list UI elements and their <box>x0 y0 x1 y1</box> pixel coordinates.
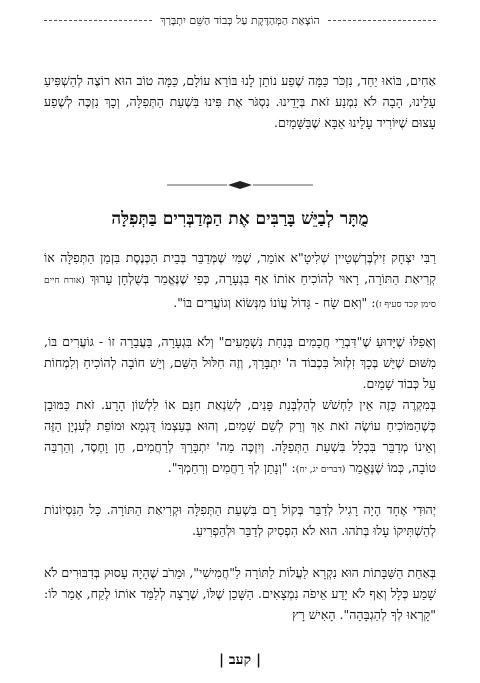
running-header <box>44 14 436 27</box>
paragraph-3-text: בְּמִקְרֶה כָּזֶה אֵין לַחְשֹׁשׁ לְהַלְבָּנַת פָּנִים, לְשִׂנְאַת חִנָּם אוֹ לִלְשׁוֹן הָרָע. זֹאת כַּמּוּבָן כְּשֶׁהַמּוֹכִיחַ עוֹשֶׂה זֹאת אַךְ וְרַק לְשֵׁם שָׁמַיִם, וְהוּא בְּעַצְמוֹ דֻּגְמָא וּמוֹפֵת לְעִנְיָן הַזֶּה וְאֵינוֹ מְדַבֵּר בִּכְלָל בִּשְׁעַת הַתְּפִלָּה. וְיִזְכֶּה מֵה' יִתְבָּרַךְ לְרַחֲמִים, חֵן וָחֶסֶד, וְהַרְבֵּה טוֹבָה, כְּמוֹ שֶׁנֶּאֱמַר <box>44 397 436 475</box>
paragraph-2: וְאַפִלּוּ שֶׁיָּדוּעַ שֶׁ"דִּבְרֵי חֲכָמִים בְּנַחַת נִשְׁמָעִים" וְלֹא בִּגְעָרָה, בַּעֲבֵרָה זוֹ - גּוֹעֲרִים בּוֹ, מִשּׁוּם שֶׁיֵּשׁ בְּכָךְ זִלְזוּל בִּכְבוֹד ה' יִתְבָּרַךְ, וְזֶה חִלּוּל הַשֵּׁם, וְיֵשׁ חוֹבָה לְהוֹכִיחַ וְלִמְחוֹת עַל כְּבוֹד שָׁמַיִם. <box>44 334 436 391</box>
header-dash-left <box>44 20 152 21</box>
diamond-ornament-icon <box>165 180 315 190</box>
section-divider <box>0 180 480 190</box>
intro-paragraph: אַחִים, בּוֹאוּ יַחַד, נִזְכֹּר כַּמָּה שֶׁפַע נוֹתֵן לָנוּ בּוֹרֵא עוֹלָם, כַּמָּה טוֹב הוּא רוֹצֶה לְהַשְׁפִּיעַ עָלֵינוּ, הָבָה לֹא נִמְנַע זֹאת בְּיָדֵינוּ. נִסְגֹּר אֶת פִּינוּ בִּשְׁעַת הַתְּפִלָּה, וְכָךְ נִזְכֶּה לְשֶׁפַע עָצוּם שֶׁיּוֹרִיד עָלֵינוּ אַבָּא שֶׁבַּשָּׁמַיִם. <box>44 73 436 130</box>
paragraph-1-text: רַבִּי יִצְחָק זִילְבֶּרְשְׁטֵיין שְׁלִיטָ"א אוֹמֵר, שֶׁמִּי שֶׁמְּדַבֵּר בְּבֵית הַכְּנֶסֶת בִּזְמַן הַתְּפִלָּה אוֹ קְרִיאַת הַתּוֹרָה, רָאוּי לְהוֹכִיחַ אוֹתוֹ אַף בִּגְעָרָה, כְּפִי שֶׁנֶּאֱמַר בְּשֻׁלְחָן עָרוּךְ <box>44 250 436 286</box>
header-dash-right <box>328 20 436 21</box>
paragraph-1-source: (אורח חיים סימן קכד סעיף ז) <box>44 276 436 310</box>
section-title: מֻתָּר לְבַיֵּשׁ בָּרַבִּים אֶת הַמְּדַבְּרִים בַּתְּפִלָּה <box>111 209 369 229</box>
paragraph-1-quote: : "וְאִם שָׂח - גָּדוֹל עֲוֹנוֹ מִנְּשׂוֹא וְגוֹעֲרִים בּוֹ". <box>173 295 376 310</box>
running-title: הוֹצָאַת הַמְּהַדֶּקֶת עַל כְּבוֹד הַשֵּׁם יִתְבָּרַךְ <box>160 14 320 27</box>
paragraph-3-quote: : "וְנָתַן לְךָ רַחֲמִים וְרִחַמְךָ". <box>167 460 296 475</box>
paragraph-1 <box>44 247 436 316</box>
paragraph-4: יְהוּדִי אֶחָד הָיָה רָגִיל לְדַבֵּר בְּקוֹל רָם בִּשְׁעַת הַתְּפִלָּה וּקְרִיאַת הַתּוֹרָה. כָּל הַנִּסְיוֹנוֹת לְהַשְׁתִּיקוֹ עָלוּ בְּתֹהוּ. הוּא לֹא הִפְסִיק לְדַבֵּר וּלְהַפְרִיעַ. <box>44 502 436 538</box>
paragraph-3 <box>44 394 436 481</box>
page-number: | קעב | <box>218 652 262 668</box>
paragraph-5: בְּאַחַת הַשַּׁבָּתוֹת הוּא נִקְרָא לַעֲלוֹת לַתּוֹרָה לַ"חֲמִישִׁי", וּמֵרֹב שֶׁהָיָה עָסוּק בְּדִבּוּרִים לֹא שָׁמַע כְּלָל וְאַף לֹא יָדַע אֵיפֹה נִמְצָאִים. הַשָּׁכֵן שֶׁלּוֹ, שֶׁרָצָה לְלַמֵּד אוֹתוֹ לֶקַח, אָמַר לוֹ: "קָרְאוּ לְךָ לְהַגְבָּהָה". הָאִישׁ רָץ <box>44 565 436 622</box>
paragraph-3-source: (דברים יג, יח) <box>295 465 346 475</box>
